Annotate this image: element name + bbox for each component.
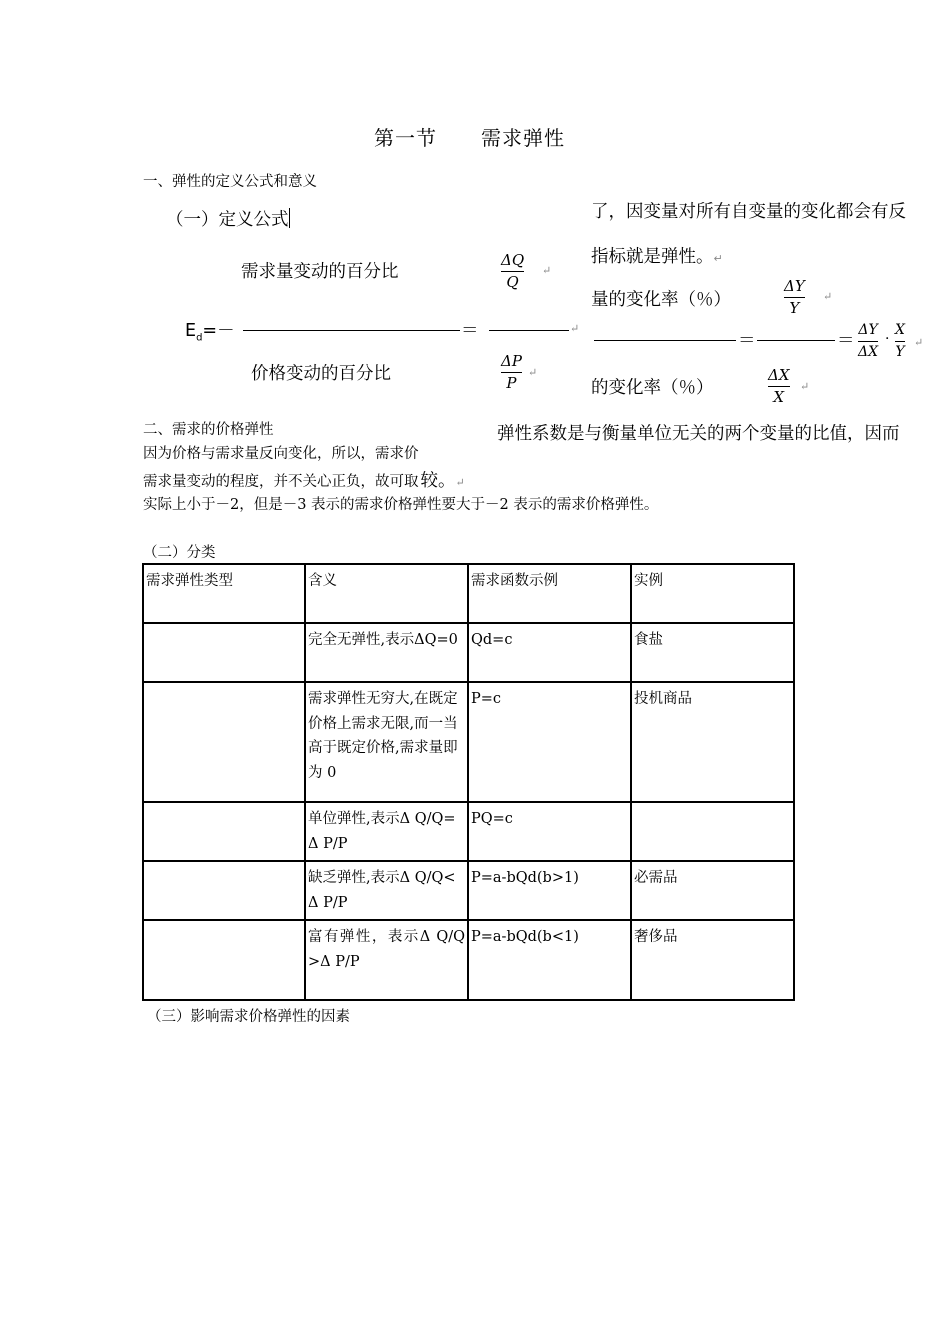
overlay-dy: ΔY [784, 277, 805, 295]
header-example: 实例 [631, 564, 794, 623]
elasticity-classification-table [142, 563, 795, 1001]
cell-type [143, 682, 305, 802]
title-section-name: 需求弹性 [481, 126, 565, 150]
cell-example: 必需品 [631, 861, 794, 920]
formula-e-subscript: d [196, 332, 203, 344]
paragraph-mark: ↵ [528, 366, 538, 379]
subsection1-text: （一）定义公式 [166, 210, 289, 230]
cell-meaning: 缺乏弹性,表示Δ Q/Q<Δ P/P [305, 861, 468, 920]
overlay-dy-2: ΔY [858, 322, 878, 338]
cell-function: P=c [468, 682, 631, 802]
paragraph-mark: ↵ [800, 380, 810, 393]
cell-type [143, 802, 305, 861]
section2-line-1: 因为价格与需求量反向变化，所以，需求价 [143, 446, 419, 462]
paragraph-mark: ↵ [570, 322, 580, 335]
fraction-q: Q [506, 273, 519, 291]
cell-example: 奢侈品 [631, 920, 794, 1000]
table-row [143, 623, 794, 682]
header-type: 需求弹性类型 [143, 564, 305, 623]
section2-line-2-text: 需求量变动的程度，并不关心正负，故可取 [143, 474, 419, 490]
overlay-fraction-dy-over-dx [858, 322, 878, 361]
section2-line-2-tail: 较。 [420, 471, 456, 491]
overlay-line-2 [591, 243, 723, 268]
paragraph-mark: ↵ [542, 264, 552, 277]
subsection3-heading: （三）影响需求价格弹性的因素 [147, 1009, 350, 1025]
formula-denominator: 价格变动的百分比 [251, 364, 391, 384]
cell-example [631, 802, 794, 861]
cell-type [143, 861, 305, 920]
section2-line-3: 实际上小于－2，但是－3 表示的需求价格弹性要大于－2 表示的需求价格弹性。 [143, 497, 659, 513]
formula-second-fraction-bar [489, 330, 569, 331]
cell-example: 投机商品 [631, 682, 794, 802]
header-meaning: 含义 [305, 564, 468, 623]
table-row [143, 920, 794, 1000]
formula-lhs [185, 317, 235, 344]
formula-e: E [185, 321, 197, 341]
overlay-line-5: 的变化率（％） [591, 378, 714, 398]
page-title [374, 122, 565, 151]
subsection2-heading: （二）分类 [143, 545, 216, 561]
fraction-dq-over-q [501, 252, 524, 291]
paragraph-mark: ↵ [455, 476, 465, 489]
header-function: 需求函数示例 [468, 564, 631, 623]
section2-heading: 二、需求的价格弹性 [143, 422, 274, 438]
overlay-y-2: Y [895, 344, 905, 360]
subsection1-heading [166, 206, 290, 231]
cell-function: P=a-bQd(b<1) [468, 920, 631, 1000]
cell-function: Qd=c [468, 623, 631, 682]
overlay-dx: ΔX [768, 366, 790, 384]
paragraph-mark: ↵ [914, 336, 924, 349]
cell-type [143, 623, 305, 682]
formula-numerator: 需求量变动的百分比 [241, 262, 399, 282]
table-header-row [143, 564, 794, 623]
section1-heading: 一、弹性的定义公式和意义 [143, 174, 317, 190]
cell-meaning: 需求弹性无穷大,在既定价格上需求无限,而一当高于既定价格,需求量即为 0 [305, 682, 468, 802]
table-row [143, 861, 794, 920]
overlay-line-1: 了，因变量对所有自变量的变化都会有反 [591, 202, 906, 222]
overlay-dx-2: ΔX [858, 344, 879, 360]
overlay-fraction-x-over-y [895, 322, 905, 361]
overlay-fraction-dy-over-y [784, 278, 805, 317]
fraction-dp-over-p [501, 353, 522, 392]
overlay-x: X [773, 388, 785, 406]
formula-equals: ＝ [461, 321, 479, 341]
overlay-equals-2: ＝ [837, 331, 855, 351]
cell-example: 食盐 [631, 623, 794, 682]
spellcheck-underline [594, 330, 736, 346]
spellcheck-underline [800, 330, 835, 346]
table-row [143, 682, 794, 802]
text-cursor [289, 208, 290, 228]
spellcheck-underline [243, 318, 460, 334]
section2-line-2 [143, 467, 465, 492]
overlay-y: Y [789, 299, 800, 317]
cell-meaning: 完全无弹性,表示ΔQ=0 [305, 623, 468, 682]
fraction-dp: ΔP [501, 352, 522, 370]
overlay-line-3: 量的变化率（％） [591, 290, 731, 310]
overlay-dot: · [885, 331, 890, 347]
overlay-line-6: 弹性系数是与衡量单位无关的两个变量的比值，因而 [497, 424, 900, 444]
overlay-line-2-text: 指标就是弹性。 [591, 247, 714, 267]
cell-function: P=a-bQd(b>1) [468, 861, 631, 920]
cell-type [143, 920, 305, 1000]
cell-meaning: 富有弹性，表示Δ Q/Q>Δ P/P [305, 920, 468, 1000]
overlay-x-2: X [895, 322, 905, 338]
formula-minus: =－ [202, 321, 235, 341]
cell-meaning: 单位弹性,表示Δ Q/Q=Δ P/P [305, 802, 468, 861]
fraction-dq: ΔQ [501, 251, 525, 269]
table-row [143, 802, 794, 861]
overlay-equals-1: ＝ [738, 331, 756, 351]
title-section-number: 第一节 [374, 126, 437, 150]
fraction-p: P [506, 374, 517, 392]
paragraph-mark: ↵ [713, 252, 723, 265]
paragraph-mark: ↵ [823, 290, 833, 303]
cell-function: PQ=c [468, 802, 631, 861]
overlay-fraction-dx-over-x [768, 367, 790, 406]
